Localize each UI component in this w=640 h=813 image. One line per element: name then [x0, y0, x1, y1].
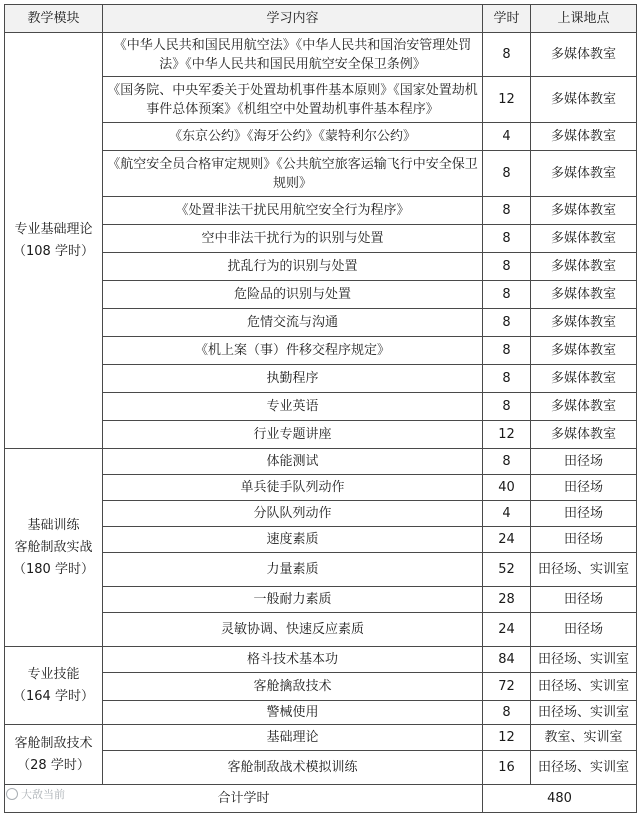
content-cell: 扰乱行为的识别与处置	[103, 253, 483, 281]
hours-cell: 12	[483, 77, 531, 123]
content-cell: 速度素质	[103, 527, 483, 553]
content-cell: 基础理论	[103, 725, 483, 751]
header-module: 教学模块	[5, 5, 103, 33]
location-cell: 多媒体教室	[531, 225, 637, 253]
module-name-line: 客舱制敌技术	[14, 735, 93, 751]
location-cell: 田径场、实训室	[531, 751, 637, 785]
location-cell: 田径场	[531, 613, 637, 647]
content-cell: 客舱制敌战术模拟训练	[103, 751, 483, 785]
location-cell: 田径场、实训室	[531, 673, 637, 701]
location-cell: 田径场	[531, 527, 637, 553]
table-body	[5, 33, 637, 785]
module-cell	[5, 33, 103, 449]
hours-cell: 28	[483, 587, 531, 613]
hours-cell: 84	[483, 647, 531, 673]
location-cell: 田径场	[531, 501, 637, 527]
total-hours: 480	[483, 785, 637, 813]
location-cell: 田径场	[531, 587, 637, 613]
location-cell: 田径场、实训室	[531, 647, 637, 673]
hours-cell: 8	[483, 449, 531, 475]
module-name-line: 客舱制敌实战	[14, 539, 93, 555]
hours-cell: 8	[483, 365, 531, 393]
location-cell: 多媒体教室	[531, 151, 637, 197]
module-cell	[5, 725, 103, 785]
location-cell: 田径场	[531, 475, 637, 501]
total-row	[5, 785, 637, 813]
hours-cell: 72	[483, 673, 531, 701]
location-cell: 田径场	[531, 449, 637, 475]
content-cell: 执勤程序	[103, 365, 483, 393]
module-name-line: 专业技能	[27, 666, 80, 682]
module-cell	[5, 647, 103, 725]
watermark-logo-icon	[6, 788, 18, 800]
content-cell: 灵敏协调、快速反应素质	[103, 613, 483, 647]
content-cell: 《机上案（事）件移交程序规定》	[103, 337, 483, 365]
header-location: 上课地点	[531, 5, 637, 33]
hours-cell: 24	[483, 613, 531, 647]
location-cell: 多媒体教室	[531, 309, 637, 337]
content-cell: 单兵徒手队列动作	[103, 475, 483, 501]
module-name-line: 专业基础理论	[14, 221, 93, 237]
module-name-line: （164 学时）	[13, 688, 94, 704]
hours-cell: 8	[483, 151, 531, 197]
hours-cell: 8	[483, 701, 531, 725]
hours-cell: 8	[483, 393, 531, 421]
header-hours: 学时	[483, 5, 531, 33]
watermark-text: 大敌当前	[21, 788, 65, 801]
table-row	[5, 725, 637, 751]
total-label: 合计学时	[5, 785, 483, 813]
location-cell: 多媒体教室	[531, 77, 637, 123]
content-cell: 《处置非法干扰民用航空安全行为程序》	[103, 197, 483, 225]
location-cell: 多媒体教室	[531, 393, 637, 421]
content-cell: 专业英语	[103, 393, 483, 421]
content-cell: 体能测试	[103, 449, 483, 475]
module-cell	[5, 449, 103, 647]
table-row	[5, 449, 637, 475]
hours-cell: 4	[483, 123, 531, 151]
content-cell: 空中非法干扰行为的识别与处置	[103, 225, 483, 253]
hours-cell: 8	[483, 337, 531, 365]
content-cell: 危情交流与沟通	[103, 309, 483, 337]
content-cell: 分队队列动作	[103, 501, 483, 527]
hours-cell: 40	[483, 475, 531, 501]
table-row	[5, 647, 637, 673]
content-cell: 《中华人民共和国民用航空法》《中华人民共和国治安管理处罚法》《中华人民共和国民用航空安全保卫条例》	[103, 33, 483, 77]
hours-cell: 8	[483, 197, 531, 225]
location-cell: 多媒体教室	[531, 253, 637, 281]
hours-cell: 24	[483, 527, 531, 553]
hours-cell: 52	[483, 553, 531, 587]
curriculum-table	[4, 4, 637, 813]
content-cell: 《国务院、中央军委关于处置劫机事件基本原则》《国家处置劫机事件总体预案》《机组空中处置劫机事件基本程序》	[103, 77, 483, 123]
hours-cell: 4	[483, 501, 531, 527]
location-cell: 多媒体教室	[531, 197, 637, 225]
hours-cell: 8	[483, 281, 531, 309]
content-cell: 格斗技术基本功	[103, 647, 483, 673]
module-name-line: （28 学时）	[17, 757, 90, 773]
location-cell: 田径场、实训室	[531, 553, 637, 587]
location-cell: 多媒体教室	[531, 123, 637, 151]
location-cell: 多媒体教室	[531, 337, 637, 365]
content-cell: 力量素质	[103, 553, 483, 587]
location-cell: 多媒体教室	[531, 33, 637, 77]
location-cell: 多媒体教室	[531, 421, 637, 449]
watermark	[6, 786, 65, 802]
content-cell: 《东京公约》《海牙公约》《蒙特利尔公约》	[103, 123, 483, 151]
table-row	[5, 33, 637, 77]
hours-cell: 8	[483, 225, 531, 253]
hours-cell: 8	[483, 33, 531, 77]
content-cell: 《航空安全员合格审定规则》《公共航空旅客运输飞行中安全保卫规则》	[103, 151, 483, 197]
hours-cell: 12	[483, 725, 531, 751]
header-content: 学习内容	[103, 5, 483, 33]
curriculum-table-container	[4, 4, 636, 813]
hours-cell: 8	[483, 253, 531, 281]
location-cell: 教室、实训室	[531, 725, 637, 751]
content-cell: 危险品的识别与处置	[103, 281, 483, 309]
content-cell: 行业专题讲座	[103, 421, 483, 449]
content-cell: 客舱擒敌技术	[103, 673, 483, 701]
header-row	[5, 5, 637, 33]
hours-cell: 8	[483, 309, 531, 337]
location-cell: 田径场、实训室	[531, 701, 637, 725]
location-cell: 多媒体教室	[531, 365, 637, 393]
content-cell: 警械使用	[103, 701, 483, 725]
module-name-line: （108 学时）	[13, 243, 94, 259]
module-name-line: 基础训练	[27, 517, 80, 533]
hours-cell: 12	[483, 421, 531, 449]
location-cell: 多媒体教室	[531, 281, 637, 309]
module-name-line: （180 学时）	[13, 561, 94, 577]
hours-cell: 16	[483, 751, 531, 785]
content-cell: 一般耐力素质	[103, 587, 483, 613]
